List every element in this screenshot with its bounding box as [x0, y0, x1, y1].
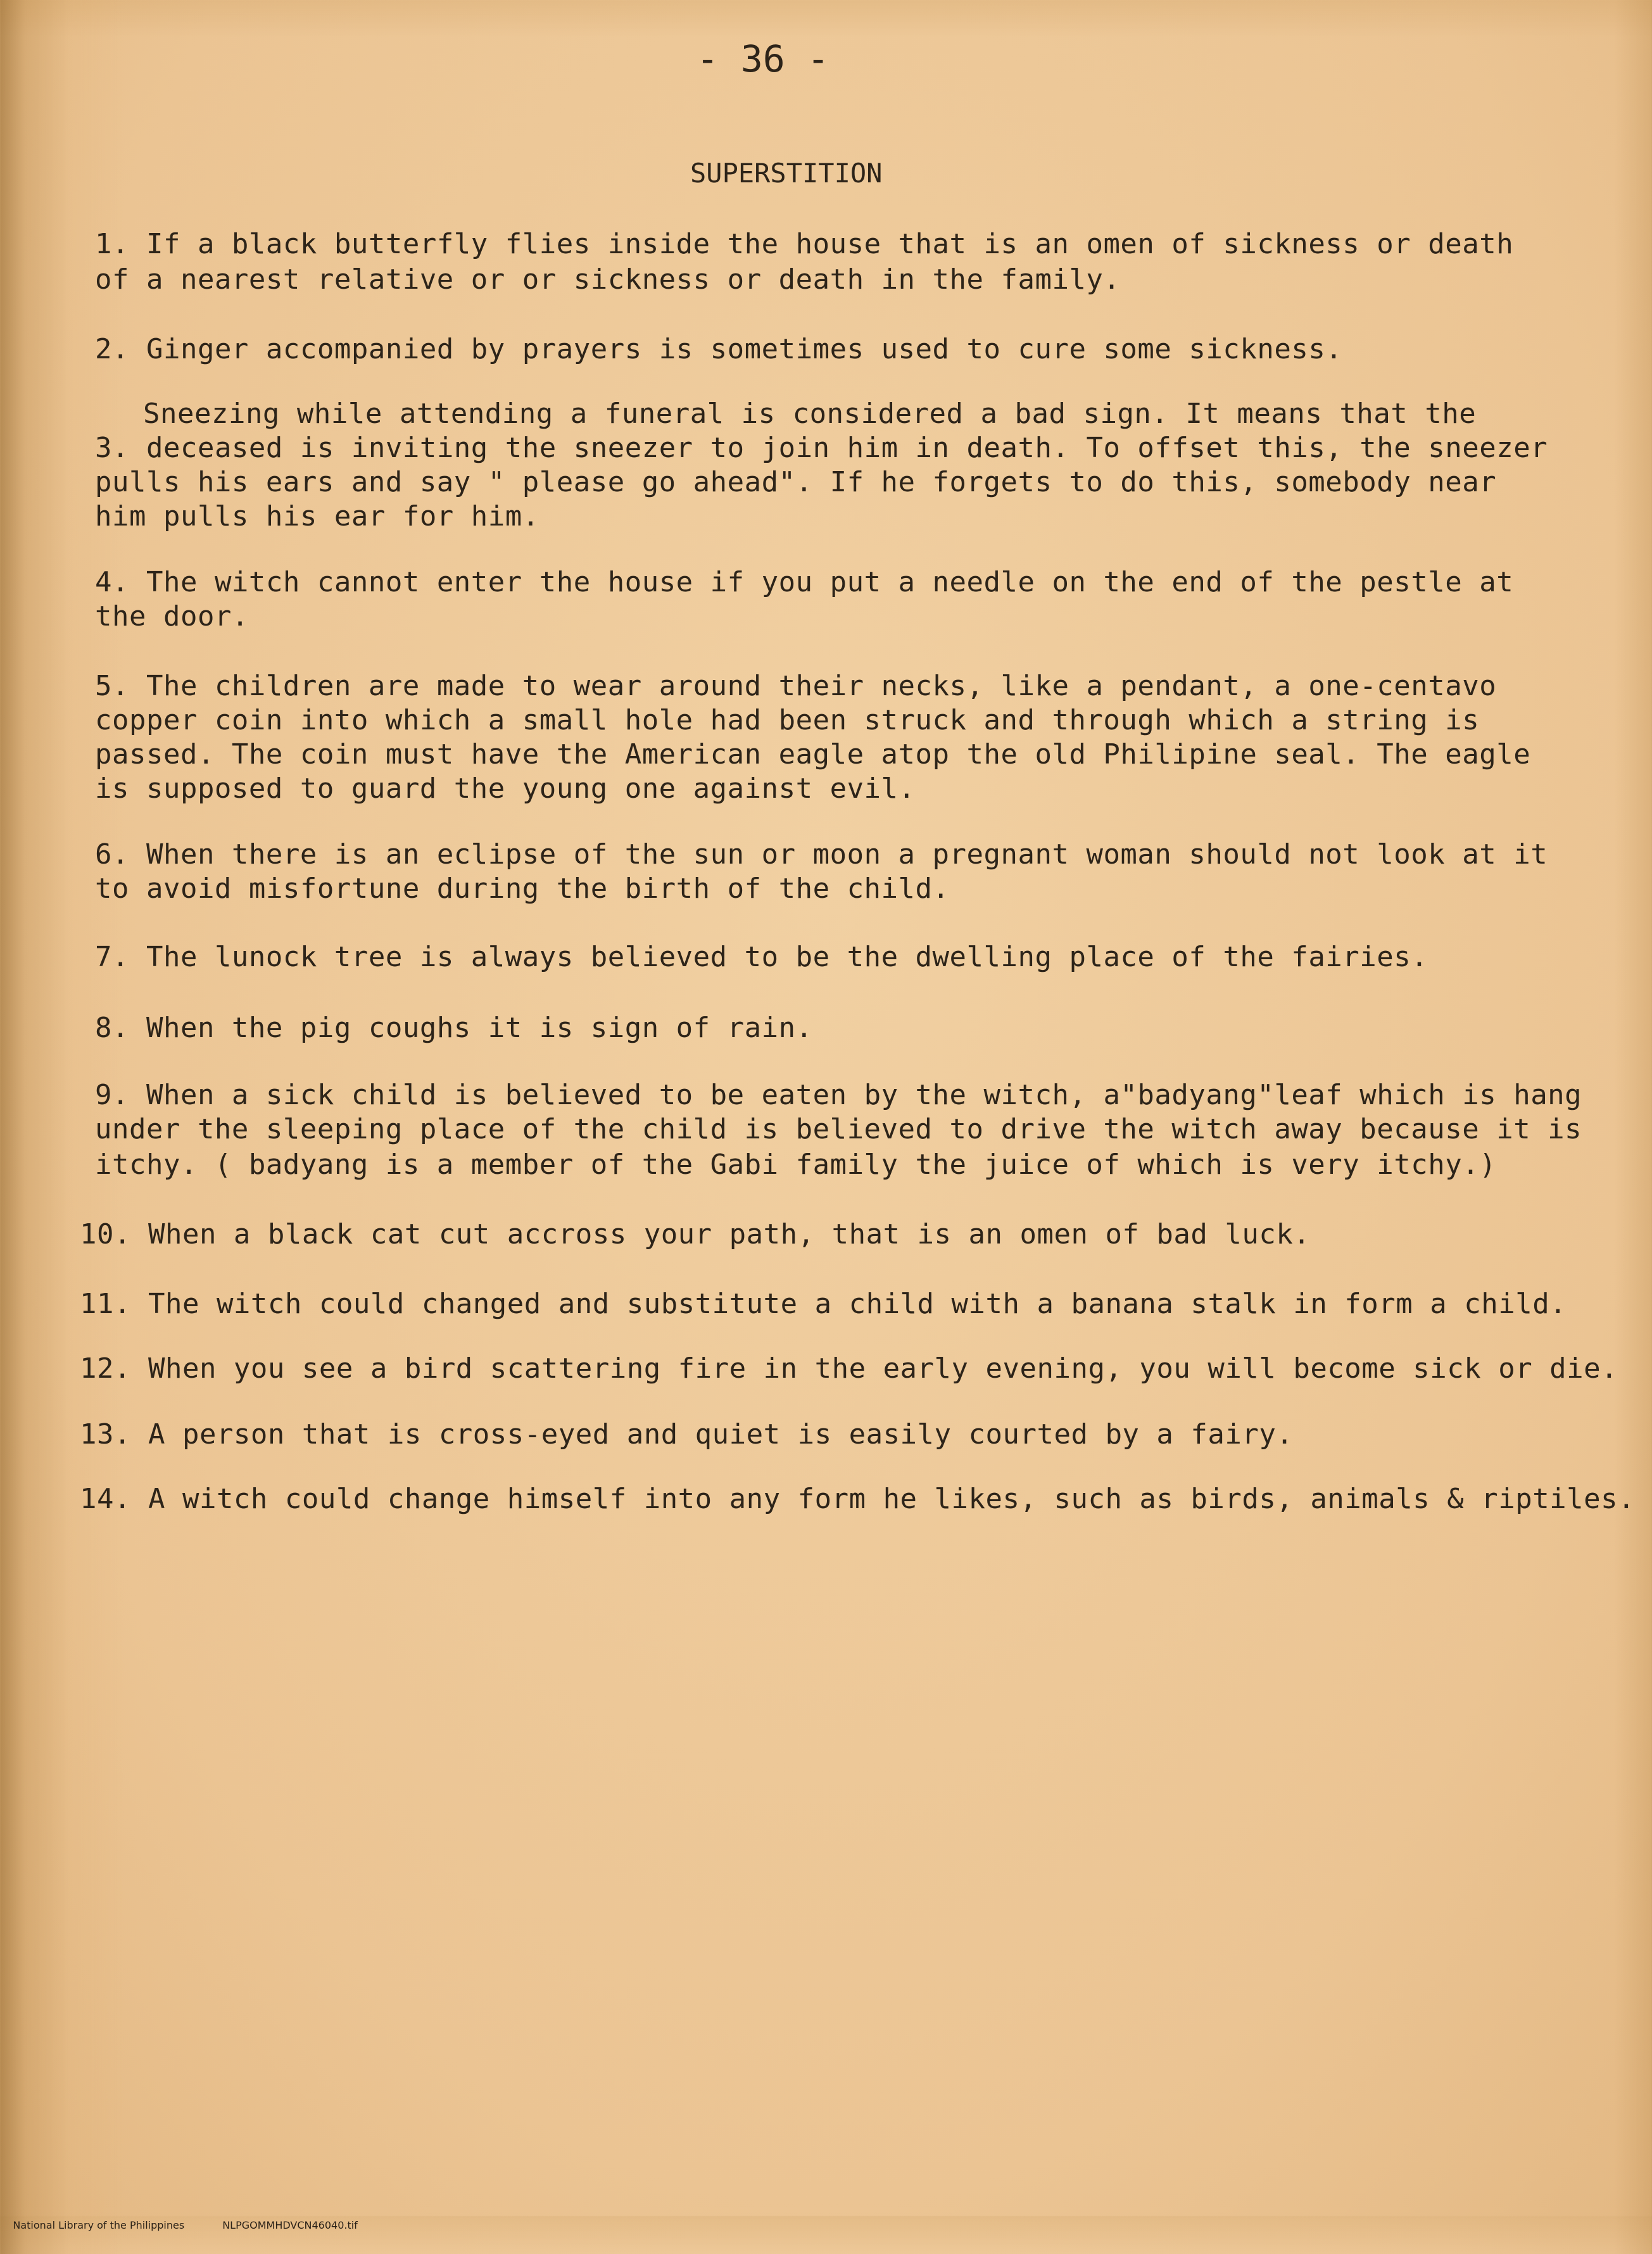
item-line — [95, 565, 1513, 600]
item-line — [80, 1351, 1618, 1387]
item-number: 14. — [80, 1483, 131, 1515]
item-number: 6. — [95, 838, 129, 871]
item-line: copper coin into which a small hole had been struck and through which a string is — [95, 704, 1480, 736]
item-text: When a sick child is believed to be eaten by the witch, a"badyang"leaf which is hang — [146, 1079, 1582, 1111]
item-line — [80, 1482, 1635, 1517]
item-number: 4. — [95, 566, 129, 598]
item-line: is supposed to guard the young one against evil. — [95, 772, 916, 805]
item-text: The children are made to wear around their necks, like a pendant, a one-centavo — [146, 670, 1497, 702]
item-line — [80, 1217, 1310, 1252]
item-line — [95, 1011, 813, 1046]
item-text: When the pig coughs it is sign of rain. — [146, 1012, 813, 1044]
item-line: itchy. ( badyang is a member of the Gabi family the juice of which is very itchy.) — [95, 1149, 1497, 1181]
item-number: 12. — [80, 1352, 131, 1385]
item-line: the door. — [95, 600, 249, 633]
item-text: If a black butterfly flies inside the house that is an omen of sickness or death — [146, 228, 1514, 260]
item-line — [95, 332, 1342, 367]
item-line — [95, 837, 1548, 872]
item-number: 2. — [95, 333, 129, 365]
item-text: When there is an eclipse of the sun or moon a pregnant woman should not look at it — [146, 838, 1548, 871]
item-line — [80, 1417, 1293, 1452]
item-text: A witch could change himself into any form he likes, such as birds, animals & riptiles. — [148, 1483, 1636, 1515]
page-number: - 36 - — [697, 37, 829, 80]
item-number: 3. — [95, 432, 129, 464]
item-text: The witch cannot enter the house if you put a needle on the end of the pestle at — [146, 566, 1514, 598]
item-text: When a black cat cut accross your path, that is an omen of bad luck. — [148, 1218, 1311, 1250]
item-line: of a nearest relative or or sickness or death in the family. — [95, 263, 1121, 296]
item-number: 1. — [95, 228, 129, 260]
item-line: pulls his ears and say " please go ahead". If he forgets to do this, somebody near — [95, 466, 1497, 498]
item-text: A person that is cross-eyed and quiet is easily courted by a fairy. — [148, 1418, 1294, 1451]
item-line: Sneezing while attending a funeral is considered a bad sign. It means that the — [143, 398, 1477, 430]
item-text: deceased is inviting the sneezer to join him in death. To offset this, the sneezer — [146, 432, 1548, 464]
file-name: NLPGOMMHDVCN46040.tif — [222, 2219, 358, 2231]
item-line — [95, 431, 1548, 466]
item-text: The lunock tree is always believed to be the dwelling place of the fairies. — [146, 941, 1428, 973]
item-text: Ginger accompanied by prayers is sometimes used to cure some sickness. — [146, 333, 1343, 365]
item-line — [95, 1078, 1582, 1113]
item-line — [80, 1287, 1567, 1322]
item-line: to avoid misfortune during the birth of the child. — [95, 872, 950, 905]
item-number: 7. — [95, 941, 129, 973]
scan-footer — [0, 2197, 443, 2231]
page-title: SUPERSTITION — [690, 158, 883, 189]
item-number: 9. — [95, 1079, 129, 1111]
item-text: When you see a bird scattering fire in the early evening, you will become sick or die. — [148, 1352, 1618, 1385]
library-credit: National Library of the Philippines — [13, 2219, 185, 2231]
item-line: under the sleeping place of the child is believed to drive the witch away because it is — [95, 1113, 1582, 1145]
item-number: 13. — [80, 1418, 131, 1451]
item-line: passed. The coin must have the American eagle atop the old Philipine seal. The eagle — [95, 738, 1531, 771]
item-number: 11. — [80, 1288, 131, 1320]
item-line — [95, 227, 1513, 262]
item-text: The witch could changed and substitute a child with a banana stalk in form a child. — [148, 1288, 1567, 1320]
item-number: 10. — [80, 1218, 131, 1250]
item-number: 5. — [95, 670, 129, 702]
item-line — [95, 940, 1428, 975]
item-line — [95, 669, 1496, 704]
item-line: him pulls his ear for him. — [95, 500, 539, 532]
item-number: 8. — [95, 1012, 129, 1044]
